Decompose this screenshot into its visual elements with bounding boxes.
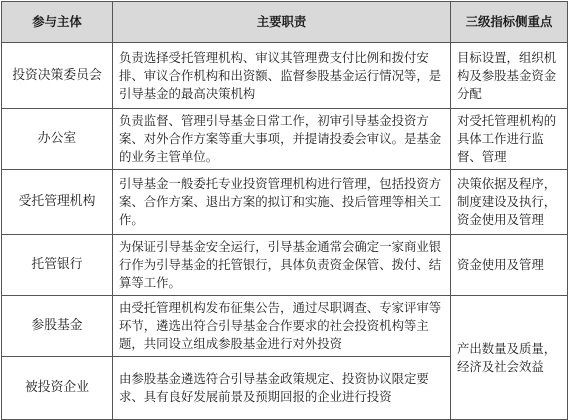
header-participant: 参与主体 xyxy=(2,2,113,43)
responsibility-table xyxy=(1,1,568,420)
header-main-duty: 主要职责 xyxy=(113,2,451,43)
table-row xyxy=(2,296,568,357)
focus-cell: 目标设置，组织机构及参股基金资金分配 xyxy=(451,43,568,109)
table-row xyxy=(2,235,568,296)
focus-cell: 决策依据及程序，制度建设及执行，资金使用及管理 xyxy=(451,170,568,235)
table-header-row xyxy=(2,2,568,43)
focus-cell-merged: 产出数量及质量，经济及社会效益 xyxy=(451,296,568,420)
participant-cell: 参股基金 xyxy=(2,296,113,357)
participant-cell: 投资决策委员会 xyxy=(2,43,113,109)
duty-cell: 为保证引导基金安全运行，引导基金通常会确定一家商业银行作为引导基金的托管银行，具体负责资金保管、拨付、结算等工作。 xyxy=(113,235,451,296)
participant-cell: 托管银行 xyxy=(2,235,113,296)
participant-cell: 被投资企业 xyxy=(2,357,113,420)
duty-cell: 负责监督、管理引导基金日常工作，初审引导基金投资方案、对外合作方案等重大事项，并提请投委会审议。是基金的业务主管单位。 xyxy=(113,109,451,170)
header-indicator-focus: 三级指标侧重点 xyxy=(451,2,568,43)
participant-cell: 办公室 xyxy=(2,109,113,170)
duty-cell: 由受托管理机构发布征集公告，通过尽职调查、专家评审等环节，遴选出符合引导基金合作要求的社会投资机构等主题，共同设立组成参股基金进行对外投资 xyxy=(113,296,451,357)
duty-cell: 引导基金一般委托专业投资管理机构进行管理，包括投资方案、合作方案、退出方案的拟订和实施、投后管理等相关工作。 xyxy=(113,170,451,235)
participant-cell: 受托管理机构 xyxy=(2,170,113,235)
table-row xyxy=(2,43,568,109)
responsibility-table-frame xyxy=(1,1,567,408)
table-row xyxy=(2,109,568,170)
focus-cell: 资金使用及管理 xyxy=(451,235,568,296)
duty-cell: 由参股基金遴选符合引导基金政策规定、投资协议限定要求、具有良好发展前景及预期回报的企业进行投资 xyxy=(113,357,451,420)
duty-cell: 负责选择受托管理机构、审议其管理费支付比例和拨付安排、审议合作机构和出资额、监督参股基金运行情况等，是引导基金的最高决策机构 xyxy=(113,43,451,109)
focus-cell: 对受托管理机构的具体工作进行监督、管理 xyxy=(451,109,568,170)
table-row xyxy=(2,170,568,235)
